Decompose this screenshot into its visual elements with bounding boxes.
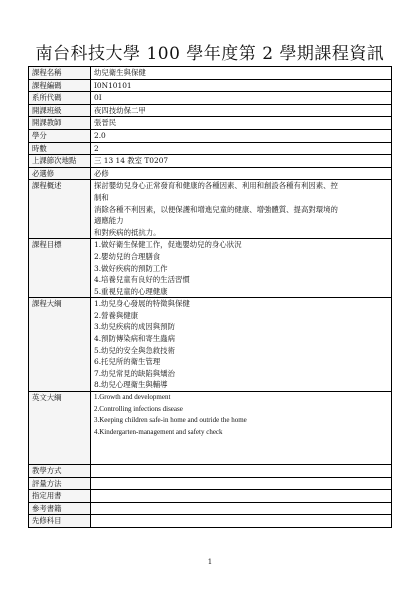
objective-item: 1.做好衛生保健工作，促進嬰幼兒的身心狀況 [94,240,242,250]
teaching-method-label: 教學方式 [29,465,91,478]
schedule-row [29,155,392,168]
credits-label: 學分 [29,129,91,142]
assessment-label: 評量方法 [29,477,91,490]
required-row [29,167,392,180]
textbook-value [91,490,392,503]
credits-value: 2.0 [91,129,392,142]
page-number: 1 [207,558,213,566]
english-outline-item: 2.Controlling infections disease [94,404,183,413]
outline-item: 7.幼兒常見的缺陷與矯治 [94,368,175,378]
outline-item: 6.托兒所的衛生管理 [94,357,161,367]
page-title: 南台科技大學 100 學年度第 2 學期課程資訊 [35,44,385,64]
outline-item: 5.幼兒的安全與急救技術 [94,345,175,355]
course-name-label: 課程名稱 [29,67,91,80]
dept-code-value: 0I [91,92,392,105]
teaching-method-value [91,465,392,478]
outline-item: 1.幼兒身心發展的特徵與保健 [94,299,190,309]
required-value: 必修 [91,167,392,180]
outline-row [29,298,392,392]
overview-line: 適應能力 [94,216,124,226]
course-code-row [29,79,392,92]
objective-item: 4.培養兒童有良好的生活習慣 [94,275,190,285]
assessment-row [29,477,392,490]
english-outline-row [29,392,392,465]
reference-row [29,502,392,515]
outline-item: 8.幼兒心理衛生與輔導 [94,380,168,390]
outline-label: 課程大綱 [29,298,91,392]
teacher-row [29,117,392,130]
teacher-value: 張晉民 [91,117,392,130]
course-code-value: I0N10101 [91,79,392,92]
class-value: 夜四技幼保二甲 [91,104,392,117]
overview-line: 和對疾病的抵抗力。 [94,227,161,237]
english-outline-label: 英文大綱 [29,392,91,465]
objective-item: 2.嬰幼兒的合理膳食 [94,251,161,261]
outline-item: 2.營養與健康 [94,310,139,320]
course-code-label: 課程編碼 [29,79,91,92]
schedule-label: 上課節次地點 [29,155,91,168]
prerequisite-row [29,515,392,528]
course-name-row [29,67,392,80]
objectives-label: 課程目標 [29,239,91,298]
overview-line: 制和 [94,192,109,202]
english-outline-value [91,392,392,465]
outline-value [91,298,392,392]
hours-label: 時數 [29,142,91,155]
teaching-method-row [29,465,392,478]
objectives-row [29,239,392,298]
teacher-label: 開課教師 [29,117,91,130]
credits-row [29,129,392,142]
reference-label: 參考書籍 [29,502,91,515]
objective-item: 3.做好疾病的預防工作 [94,263,168,273]
overview-line: 消除各種不利因素，以便保護和增進兒童的健康、增強體質、提高對環境的 [94,204,338,214]
dept-code-row [29,92,392,105]
course-name-value: 幼兒衛生與保健 [91,67,392,80]
textbook-row [29,490,392,503]
objectives-value [91,239,392,298]
english-outline-item: 1.Growth and development [94,393,171,402]
prerequisite-label: 先修科目 [29,515,91,528]
hours-row [29,142,392,155]
english-outline-item: 4.Kindergarten-management and safety check [94,427,223,436]
class-label: 開課班級 [29,104,91,117]
hours-value: 2 [91,142,392,155]
course-info-table [28,66,392,528]
overview-row [29,180,392,239]
english-outline-item: 3.Keeping children safe-in home and outride the home [94,416,247,425]
overview-label: 課程概述 [29,180,91,239]
assessment-value [91,477,392,490]
prerequisite-value [91,515,392,528]
objective-item: 5.重視兒童的心理健康 [94,286,168,296]
class-row [29,104,392,117]
outline-item: 3.幼兒疾病的成因與預防 [94,322,175,332]
textbook-label: 指定用書 [29,490,91,503]
dept-code-label: 系所代碼 [29,92,91,105]
overview-value [91,180,392,239]
overview-line: 探討嬰幼兒身心正常發育和健康的各種因素、利用和創設各種有利因素、控 [94,181,338,191]
outline-item: 4.預防傳染病和寄生蟲病 [94,334,175,344]
required-label: 必選修 [29,167,91,180]
reference-value [91,502,392,515]
schedule-value: 三 13 14 教室 T0207 [91,155,392,168]
